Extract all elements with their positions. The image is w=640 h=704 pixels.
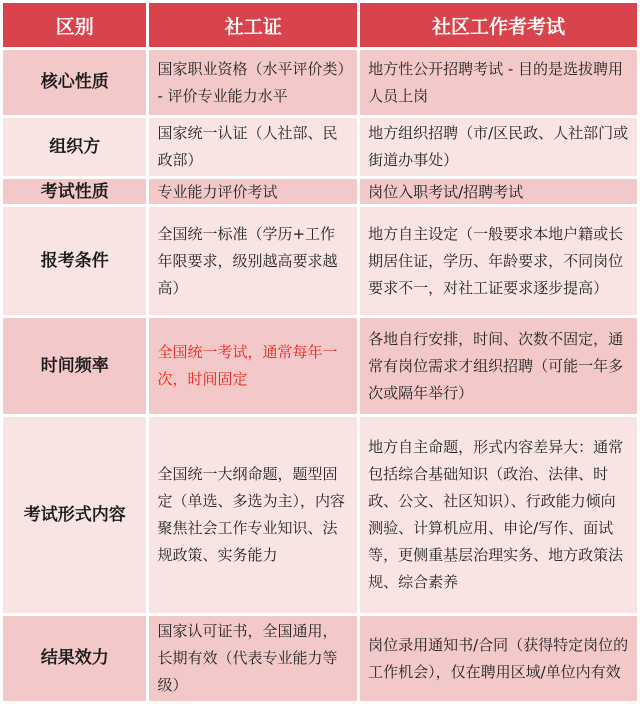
row-label: 结果效力	[3, 616, 146, 701]
table-row	[3, 118, 637, 176]
cert-cell: 国家统一认证（人社部、民政部）	[149, 118, 357, 176]
exam-cell: 地方性公开招聘考试 - 目的是选拔聘用人员上岗	[360, 50, 637, 115]
exam-cell: 岗位入职考试/招聘考试	[360, 179, 637, 204]
exam-cell: 地方自主命题，形式内容差异大：通常包括综合基础知识（政治、法律、时政、公文、社区知识）、行政能力倾向测验、计算机应用、申论/写作、面试等，更侧重基层治理实务、地方政策法规、综合素养	[360, 417, 637, 613]
exam-cell: 岗位录用通知书/合同（获得特定岗位的工作机会），仅在聘用区域/单位内有效	[360, 616, 637, 701]
cert-cell: 全国统一大纲命题，题型固定（单选、多选为主），内容聚焦社会工作专业知识、法规政策、实务能力	[149, 417, 357, 613]
row-label: 时间频率	[3, 318, 146, 414]
cert-cell: 专业能力评价考试	[149, 179, 357, 204]
row-label: 报考条件	[3, 207, 146, 315]
cert-cell: 国家认可证书，全国通用，长期有效（代表专业能力等级）	[149, 616, 357, 701]
cert-cell: 全国统一标准（学历+工作年限要求，级别越高要求越高）	[149, 207, 357, 315]
cert-cell: 国家职业资格（水平评价类）- 评价专业能力水平	[149, 50, 357, 115]
row-label: 考试形式内容	[3, 417, 146, 613]
row-label: 考试性质	[3, 179, 146, 204]
table-row	[3, 318, 637, 414]
table-row	[3, 616, 637, 701]
header-row	[3, 3, 637, 47]
header-diff: 区别	[3, 3, 146, 47]
row-label: 核心性质	[3, 50, 146, 115]
exam-cell: 地方组织招聘（市/区民政、人社部门或街道办事处）	[360, 118, 637, 176]
table-row	[3, 207, 637, 315]
row-label: 组织方	[3, 118, 146, 176]
table-row	[3, 179, 637, 204]
exam-cell: 各地自行安排，时间、次数不固定，通常有岗位需求才组织招聘（可能一年多次或隔年举行）	[360, 318, 637, 414]
cert-cell-highlighted: 全国统一考试，通常每年一次，时间固定	[149, 318, 357, 414]
table-row	[3, 50, 637, 115]
header-social-worker-cert: 社工证	[149, 3, 357, 47]
table-row	[3, 417, 637, 613]
exam-cell: 地方自主设定（一般要求本地户籍或长期居住证，学历、年龄要求，不同岗位要求不一，对社工证要求逐步提高）	[360, 207, 637, 315]
header-community-worker-exam: 社区工作者考试	[360, 3, 637, 47]
